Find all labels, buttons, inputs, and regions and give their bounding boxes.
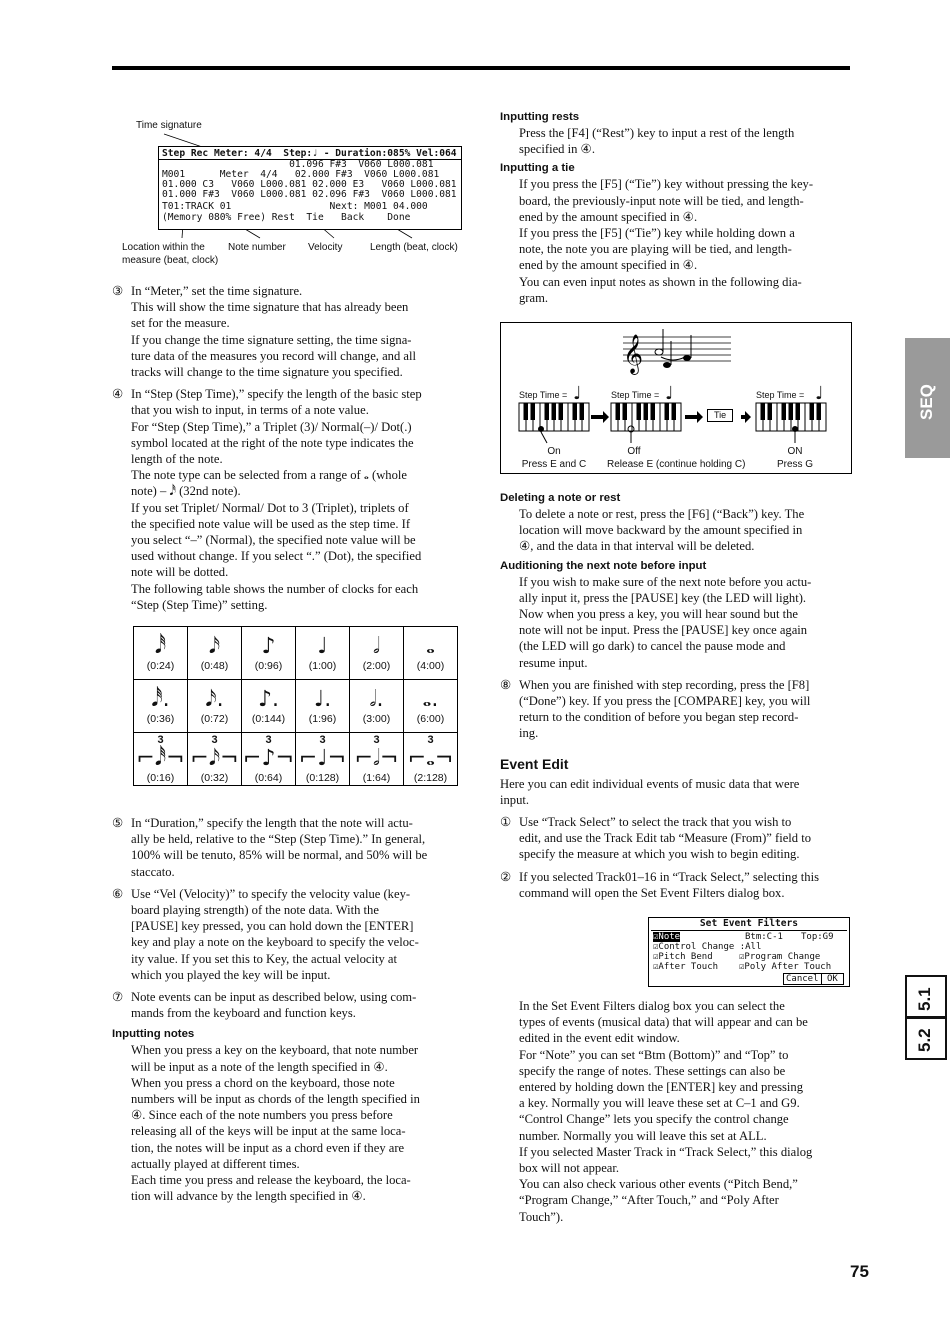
text-line: (the LED will go dark) to cancel the pause mode and [519, 639, 786, 654]
text-line: key and play a note on the keyboard to specify the veloc- [131, 935, 419, 950]
note-value-icon: 𝅝 [426, 634, 435, 659]
text-line: entered by holding down the [ENTER] key and pressing [519, 1080, 803, 1095]
black-key [672, 403, 677, 420]
text-line: ally input it, press the [PAUSE] key (the LED will light). [519, 590, 807, 605]
text-line: board, the previously-input note will be tied, and length- [519, 193, 804, 208]
lcd-line: 01.096 F#3 V060 L000.081 [162, 159, 434, 170]
quarter-note-icon: ♩ [815, 383, 824, 404]
text-line: resume input. [519, 655, 588, 670]
clock-value: (0:144) [251, 713, 286, 725]
step-3: ③ In “Meter,” set the time signature. This will show the time signature that has already been set for the measure. If you change the time signature setting, the time signa- ture data of the measures you record will change, and all tracks will change to the time signature you specified. [112, 283, 460, 380]
text-line: return to the condition of before you began step record- [519, 710, 799, 725]
step-5: ⑤ In “Duration,” specify the length that the note will actu- ally be held, relative to the “Step (Step Time).” In general, 100% will be tenuto, 85% will be normal, and 50% will be staccato. [112, 815, 460, 880]
text-line: types of events (musical data) that will appear and can be [519, 1015, 808, 1030]
text-line: staccato. [131, 864, 175, 879]
clock-table-cell [404, 627, 458, 680]
clock-value: (6:00) [416, 713, 445, 725]
text-line: you select “–” (Normal), the specified note value will be [131, 533, 416, 548]
triplet-mark: 3 [157, 734, 164, 746]
svg-text:𝄞: 𝄞 [623, 334, 644, 374]
note-value-icon: ♪. [257, 687, 280, 712]
text-line: note will be dotted. [131, 565, 229, 580]
clock-value: (0:16) [146, 772, 175, 784]
text-line: Each time you press and release the keyboard, the loca- [131, 1173, 411, 1188]
text-line: which you played the key will be input. [131, 967, 331, 982]
clock-value: (0:64) [254, 772, 283, 784]
callout-time-signature: Time signature [136, 120, 202, 131]
text-line: In the Set Event Filters dialog box you can select the [519, 999, 785, 1013]
text-line: note) – 𝅘𝅥𝅰 (32nd note). [131, 484, 241, 499]
seq-side-tab: SEQ [905, 338, 950, 458]
triplet-mark: 3 [211, 734, 218, 746]
black-key [559, 403, 564, 420]
clock-table-cell [242, 627, 296, 680]
black-key [761, 403, 766, 420]
black-key [552, 403, 557, 420]
filter-poly-after-touch[interactable]: ☑Poly After Touch [739, 962, 832, 972]
clock-table-cell [188, 627, 242, 680]
heading-inputting-notes: Inputting notes [112, 1028, 195, 1041]
text-line: box will not appear. [519, 1161, 620, 1176]
step-8: ⑧ When you are finished with step recording, press the [F8] (“Done”) key. If you press the [COMPARE] key, you will return to the condition of before you began step record- ing. [500, 677, 850, 742]
black-key [665, 403, 670, 420]
heading-event-edit: Event Edit [500, 755, 569, 772]
clock-value: (0:24) [146, 660, 175, 672]
tie-diagram [500, 322, 852, 474]
text-line: Touch”). [519, 1209, 564, 1224]
text-line: numbers will be input as chords of the length specified in [131, 1092, 420, 1107]
text-line: If you press the [F5] (“Tie”) key while holding down a [519, 226, 795, 241]
triplet-mark: 3 [265, 734, 272, 746]
text-line: This will show the time signature that has already been [131, 300, 409, 315]
note-value-icon: ⌐𝅘𝅥𝅯¬ [190, 746, 239, 771]
text-line: note, the note you are playing will be tied, and length- [519, 242, 792, 257]
text-line: actually played at different times. [131, 1156, 300, 1171]
note-value-icon: ♩ [317, 634, 328, 659]
callout-location: Location within the measure (beat, clock) [122, 242, 219, 266]
text-line: If you selected Master Track in “Track Select,” this dialog [519, 1144, 813, 1159]
text-line: specify the measure at which you wish to begin editing. [519, 847, 800, 862]
section-tab-5-2: 5.2 [905, 1016, 947, 1060]
black-key [524, 403, 529, 420]
black-key [651, 403, 656, 420]
callout-velocity: Velocity [308, 242, 343, 253]
text-line: location will move backward by the amount specified in [519, 523, 803, 538]
step-time-label-2: Step Time = [611, 390, 660, 400]
lcd-line: (Memory 080% Free) Rest Tie Back Done [162, 212, 411, 223]
heading-inputting-tie: Inputting a tie [500, 162, 575, 175]
black-key [810, 403, 815, 420]
note-value-icon: 𝅝. [422, 687, 439, 712]
note-value-icon: ♩. [313, 687, 332, 712]
clock-table-cell [296, 680, 350, 733]
clock-table-cell [296, 733, 350, 786]
black-key [644, 403, 649, 420]
clock-value: (0:48) [200, 660, 229, 672]
note-value-icon: 𝅘𝅥𝅯. [205, 687, 224, 712]
cancel-button[interactable]: Cancel [783, 973, 822, 985]
text-line: Use “Track Select” to select the track that you wish to [519, 815, 792, 830]
text-line: “Step (Step Time)” setting. [131, 597, 268, 612]
right-column-lower [500, 998, 850, 1225]
clock-table-cell [134, 627, 188, 680]
text-line: In “Duration,” specify the length that the note will actu- [131, 816, 413, 830]
callout-note-number: Note number [228, 242, 286, 253]
heading-inputting-rests: Inputting rests [500, 111, 580, 123]
clock-table-cell [134, 733, 188, 786]
text-line: edit, and use the Track Edit tab “Measure (From)” field to [519, 831, 812, 846]
black-key [637, 403, 642, 420]
lcd-line: Step Rec Meter: 4/4 Step:♩ - Duration:085% Vel:064 [162, 148, 457, 159]
text-line: Press the [F4] (“Rest”) key to input a rest of the length [519, 126, 795, 140]
note-value-icon: ⌐𝅝¬ [407, 746, 454, 771]
step-rec-lcd [158, 146, 462, 230]
top-value[interactable]: Top:G9 [801, 932, 834, 942]
clock-table-cell [188, 680, 242, 733]
text-line: gram. [519, 290, 549, 305]
note-value-icon: 𝅘𝅥𝅯 [208, 634, 221, 659]
note-value-icon: 𝅗𝅥. [369, 687, 384, 712]
text-line: ened by the amount specified in ④. [519, 209, 698, 224]
lcd-line: M001 Meter 4/4 02.000 F#3 V060 L000.081 [162, 169, 440, 180]
text-line: “Control Change” lets you specify the control change [519, 1112, 789, 1127]
text-line: symbol located at the right of the note type indicates the [131, 435, 414, 450]
clock-value: (0:36) [146, 713, 175, 725]
text-line: releasing all of the keys will be input at the same loca- [131, 1124, 406, 1139]
clock-value: (3:00) [362, 713, 391, 725]
step-6: ⑥ Use “Vel (Velocity)” to specify the velocity value (key- board playing strength) of the note data. With the [PAUSE] key pressed, you can hold down the [ENTER] key and play a note on the keyboard to specify the veloc- ity value. If you set this to Key, the actual velocity at which you played the key will be input. [112, 886, 460, 983]
text-line: For “Note” you can set “Btm (Bottom)” and “Top” to [519, 1047, 789, 1062]
left-column-lower [112, 815, 460, 1204]
note-value-icon: ⌐𝅘𝅥𝅰¬ [136, 746, 185, 771]
text-line: “Program Change,” “After Touch,” and “Poly After [519, 1193, 779, 1208]
note-value-icon: 𝅘𝅥𝅰. [151, 687, 170, 712]
set-event-filters-dialog [648, 917, 850, 987]
clock-table-cell [242, 680, 296, 733]
section-tab-5-1: 5.1 [905, 975, 947, 1019]
text-line: Here you can edit individual events of music data that were [500, 776, 800, 791]
triplet-mark: 3 [373, 734, 380, 746]
text-line: tion, the notes will be input as a chord even if they are [131, 1140, 405, 1155]
text-line: edited in the event edit window. [519, 1031, 680, 1046]
triplet-mark: 3 [427, 734, 434, 746]
text-line: Now when you press a key, you will hear sound but the [519, 607, 798, 622]
note-value-icon: ⌐♪¬ [243, 746, 294, 771]
text-line: If you set Triplet/ Normal/ Dot to 3 (Triplet), triplets of [131, 500, 409, 515]
text-line: If you press the [F5] (“Tie”) key without pressing the key- [519, 177, 814, 192]
text-line: tion will advance by the length specified in ④. [131, 1189, 366, 1204]
text-line: The note type can be selected from a range of 𝅝 (whole [131, 468, 407, 483]
text-line: tracks will change to the time signature you specified. [131, 365, 403, 380]
text-line: If you selected Track01–16 in “Track Select,” selecting this [519, 869, 819, 884]
clock-value: (2:128) [413, 772, 448, 784]
note-value-icon: 𝅘𝅥𝅰 [154, 634, 167, 659]
text-line: mands from the keyboard and function keys. [131, 1006, 356, 1021]
lcd-line: 01.000 F#3 V060 L000.081 02.096 F#3 V060 L000.081 [162, 189, 457, 200]
black-key [545, 403, 550, 420]
step-7: ⑦ Note events can be input as described below, using com- mands from the keyboard and function keys. [112, 989, 460, 1021]
left-column-upper [112, 283, 460, 613]
black-key [817, 403, 822, 420]
heading-auditioning: Auditioning the next note before input [500, 559, 707, 572]
clock-table-cell [350, 680, 404, 733]
clock-table-cell [350, 733, 404, 786]
lcd-line: 01.000 C3 V060 L000.081 02.000 E3 V060 L000.081 [162, 179, 457, 190]
text-line: that you wish to input, in terms of a note value. [131, 403, 369, 418]
clock-table-cell [296, 627, 350, 680]
clock-value: (0:72) [200, 713, 229, 725]
callout-length: Length (beat, clock) [370, 242, 458, 253]
clock-value: (1:64) [362, 772, 391, 784]
inputting-notes-text [112, 1042, 460, 1204]
text-line: When you press a chord on the keyboard, those note [131, 1075, 395, 1090]
quarter-note-icon: ♩ [665, 383, 674, 404]
right-column-middle [500, 491, 850, 901]
text-line: board playing strength) of the note data. With the [131, 903, 379, 918]
black-key [782, 403, 787, 420]
clock-table-cell [242, 733, 296, 786]
filter-after-touch[interactable]: ☑After Touch [653, 962, 719, 972]
note-value-icon: 𝅗𝅥 [373, 634, 380, 659]
text-line: a key. Normally you will leave these set at C–1 and G9. [519, 1096, 800, 1111]
black-key [573, 403, 578, 420]
text-line: ④, and the data in that interval will be deleted. [519, 539, 755, 554]
text-line: ally be held, relative to the “Step (Step Time).” In general, [131, 832, 426, 847]
clock-table-cell [134, 680, 188, 733]
black-key [623, 403, 628, 420]
text-line: ture data of the measures you record will change, and all [131, 348, 416, 363]
text-line: ened by the amount specified in ④. [519, 258, 698, 273]
clock-value: (2:00) [362, 660, 391, 672]
clock-table-row [134, 627, 458, 680]
black-key [789, 403, 794, 420]
text-line: set for the measure. [131, 316, 230, 331]
clock-table-cell [350, 627, 404, 680]
lcd-line: T01:TRACK 01 Next: M001 04.000 [162, 201, 428, 212]
text-line: 100% will be tenuto, 85% will be normal, and 50% will be [131, 848, 428, 863]
filter-note[interactable]: ☑Note [653, 932, 681, 942]
text-line: Use “Vel (Velocity)” to specify the velocity value (key- [131, 886, 411, 901]
text-line: will be input as a note of the length specified in ④. [131, 1059, 388, 1074]
text-line: ing. [519, 726, 539, 741]
dialog-title: Set Event Filters [699, 918, 799, 929]
black-key [580, 403, 585, 420]
clock-table-cell [404, 680, 458, 733]
btm-value[interactable]: Btm:C-1 [745, 932, 783, 942]
text-line: You can also check various other events (“Pitch Bend,” [519, 1177, 798, 1192]
text-line: In “Meter,” set the time signature. [131, 284, 303, 298]
text-line: used without change. If you select “.” (Dot), the specified [131, 549, 422, 564]
text-line: length of the note. [131, 452, 223, 467]
filter-pitch-bend[interactable]: ☑Pitch Bend [653, 952, 713, 962]
black-key [768, 403, 773, 420]
text-line: specify the range of notes. These settings can also be [519, 1063, 786, 1078]
caption-1: On Press E and C [521, 446, 587, 470]
text-line: If you change the time signature setting, the time signa- [131, 332, 412, 347]
quarter-note-icon: ♩ [573, 383, 582, 404]
clock-value: (0:128) [305, 772, 340, 784]
note-value-icon: ♪ [261, 634, 276, 659]
clock-value: (0:32) [200, 772, 229, 784]
clock-value: (0:96) [254, 660, 283, 672]
ee-step-2: ② If you selected Track01–16 in “Track Select,” selecting this command will open the Set Event Filters dialog box. [500, 869, 850, 901]
text-line: specified in ④. [519, 142, 595, 157]
text-line: (“Done”) key. If you press the [COMPARE] key, you will [519, 694, 811, 709]
text-line: input. [500, 792, 530, 807]
text-line: When you are finished with step recording, press the [F8] [519, 677, 810, 692]
step-time-label-1: Step Time = [519, 390, 568, 400]
step-clock-table [133, 626, 458, 786]
text-line: note will not be input. Press the [PAUSE] key once again [519, 623, 808, 638]
text-line: Note events can be input as described below, using com- [131, 990, 417, 1005]
note-value-icon: ⌐𝅗𝅥¬ [354, 746, 399, 771]
black-key [531, 403, 536, 420]
caption-3: ON Press G [776, 446, 814, 470]
text-line: In “Step (Step Time),” specify the length of the basic step [131, 387, 422, 402]
step-time-label-3: Step Time = [756, 390, 805, 400]
triplet-mark: 3 [319, 734, 326, 746]
text-line: number. Normally you will leave this set at ALL. [519, 1128, 767, 1143]
header-rule [112, 66, 850, 70]
clock-table-row [134, 680, 458, 733]
text-line: [PAUSE] key pressed, you can hold down the [ENTER] [131, 919, 414, 934]
clock-value: (1:00) [308, 660, 337, 672]
clock-table-cell [404, 733, 458, 786]
clock-value: (4:00) [416, 660, 445, 672]
heading-deleting: Deleting a note or rest [500, 492, 621, 504]
tie-key-label: Tie [707, 409, 733, 422]
filter-program-change[interactable]: ☑Program Change [739, 952, 821, 962]
black-key [616, 403, 621, 420]
note-value-icon: ⌐♩¬ [298, 746, 347, 771]
ee-step-1: ① Use “Track Select” to select the track that you wish to edit, and use the Track Edit tab “Measure (From)” field to specify the measure at which you wish to begin editing. [500, 814, 850, 863]
text-line: When you press a key on the keyboard, that note number [131, 1043, 419, 1058]
text-line: You can even input notes as shown in the following dia- [519, 274, 802, 289]
text-line: To delete a note or rest, press the [F6] (“Back”) key. The [519, 507, 805, 521]
right-column-upper [500, 110, 850, 306]
black-key [796, 403, 801, 420]
text-line: ④. Since each of the note numbers you press before [131, 1108, 393, 1123]
filter-control-change[interactable]: ☑Control Change :All [653, 942, 762, 952]
text-line: command will open the Set Event Filters dialog box. [519, 885, 785, 900]
clock-table-cell [188, 733, 242, 786]
text-line: the specified note value will be used as the step time. If [131, 516, 411, 531]
clock-value: (1:96) [308, 713, 337, 725]
step-4: ④ In “Step (Step Time),” specify the length of the basic step that you wish to input, in terms of a note value. For “Step (Step Time),” a Triplet (3)/ Normal(–)/ Dot(.) symbol located at the right of the note type indicates the length of the note. The note type can be selected from a range of 𝅝 (whole note) – 𝅘𝅥𝅰 (32nd note). If you set Triplet/ Normal/ Dot to 3 (Triplet), triplets of the specified note value will be used as the step time. If you select “–” (Normal), the specified note value will be used without change. If you select “.” (Dot), the specified note will be dotted. The following table shows the number of clocks for each “Step (Step Time)” setting. [112, 386, 460, 613]
text-line: The following table shows the number of clocks for each [131, 581, 419, 596]
text-line: If you wish to make sure of the next note before you actu- [519, 574, 812, 589]
caption-2: Off Release E (continue holding C) [607, 446, 746, 470]
clock-table-row [134, 733, 458, 786]
text-line: For “Step (Step Time),” a Triplet (3)/ Normal(–)/ Dot(.) [131, 419, 412, 434]
text-line: ity value. If you set this to Key, the actual velocity at [131, 951, 398, 966]
page-number: 75 [850, 1262, 869, 1281]
ok-button[interactable]: OK [821, 973, 844, 985]
